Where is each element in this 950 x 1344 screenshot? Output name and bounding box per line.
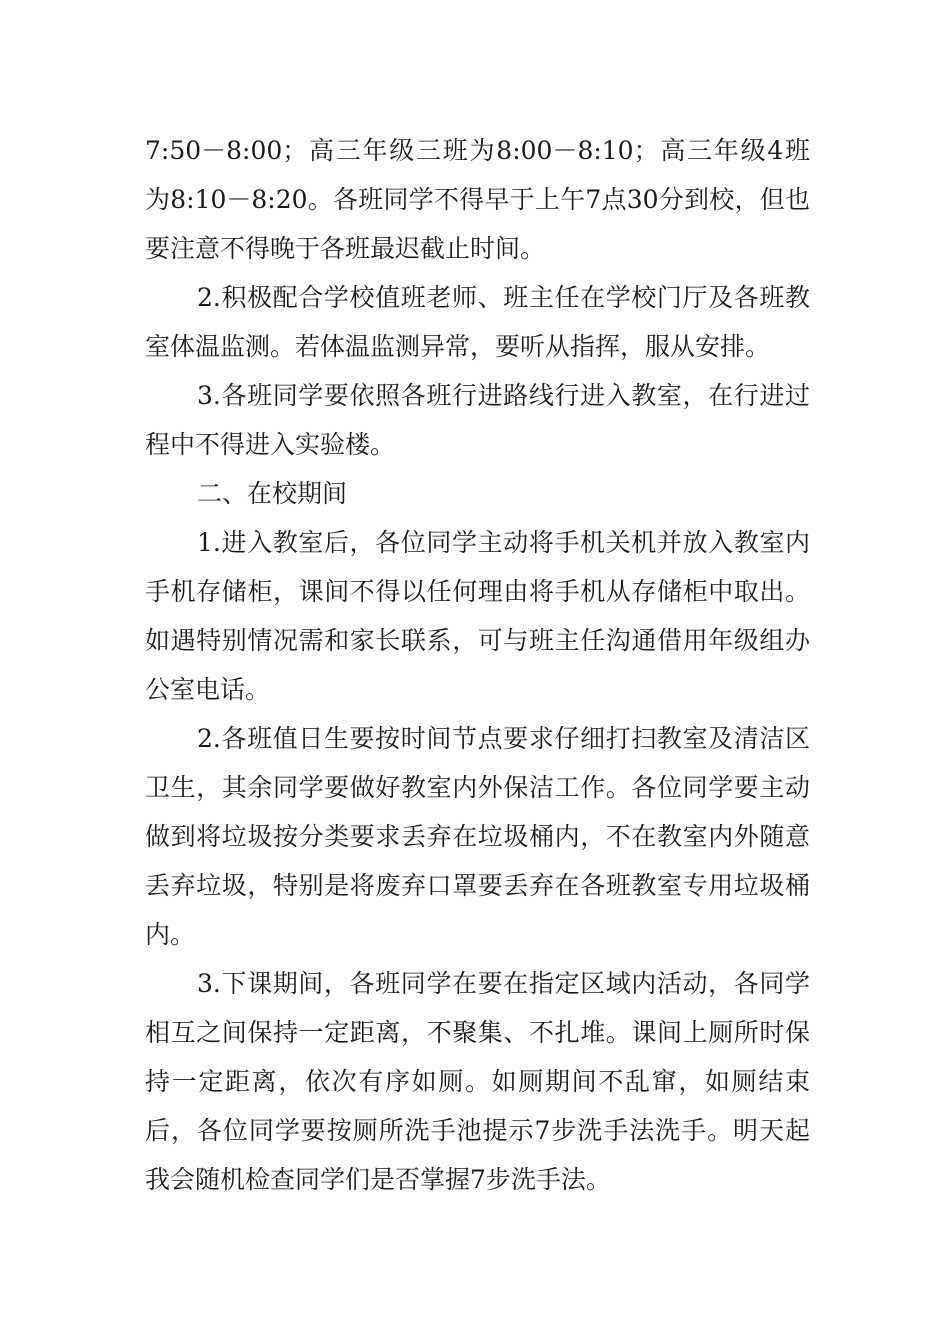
document-body — [145, 126, 810, 1204]
paragraph-item-2-temperature: 2.积极配合学校值班老师、班主任在学校门厅及各班教室体温监测。若体温监测异常，要听从指挥，服从安排。 — [145, 283, 810, 361]
paragraph-item-2-cleaning: 2.各班值日生要按时间节点要求仔细打扫教室及清洁区卫生，其余同学要做好教室内外保洁工作。各位同学要主动做到将垃圾按分类要求丢弃在垃圾桶内，不在教室内外随意丢弃垃圾，特别是将废弃口罩要丢弃在各班教室专用垃圾桶内。 — [145, 724, 810, 949]
paragraph-item-3-route: 3.各班同学要依照各班行进路线行进入教室，在行进过程中不得进入实验楼。 — [145, 381, 810, 459]
paragraph-continued-schedule: 7:50－8:00；高三年级三班为8:00－8:10；高三年级4班为8:10－8:20。各班同学不得早于上午7点30分到校，但也要注意不得晚于各班最迟截止时间。 — [145, 136, 810, 263]
paragraph-item-1-phone: 1.进入教室后，各位同学主动将手机关机并放入教室内手机存储柜，课间不得以任何理由将手机从存储柜中取出。如遇特别情况需和家长联系，可与班主任沟通借用年级组办公室电话。 — [145, 528, 810, 704]
section-heading-at-school: 二、在校期间 — [197, 479, 348, 508]
paragraph-item-3-break: 3.下课期间，各班同学在要在指定区域内活动，各同学相互之间保持一定距离，不聚集、不扎堆。课间上厕所时保持一定距离，依次有序如厕。如厕期间不乱窜，如厕结束后，各位同学要按厕所洗手池提示7步洗手法洗手。明天起我会随机检查同学们是否掌握7步洗手法。 — [145, 969, 810, 1194]
